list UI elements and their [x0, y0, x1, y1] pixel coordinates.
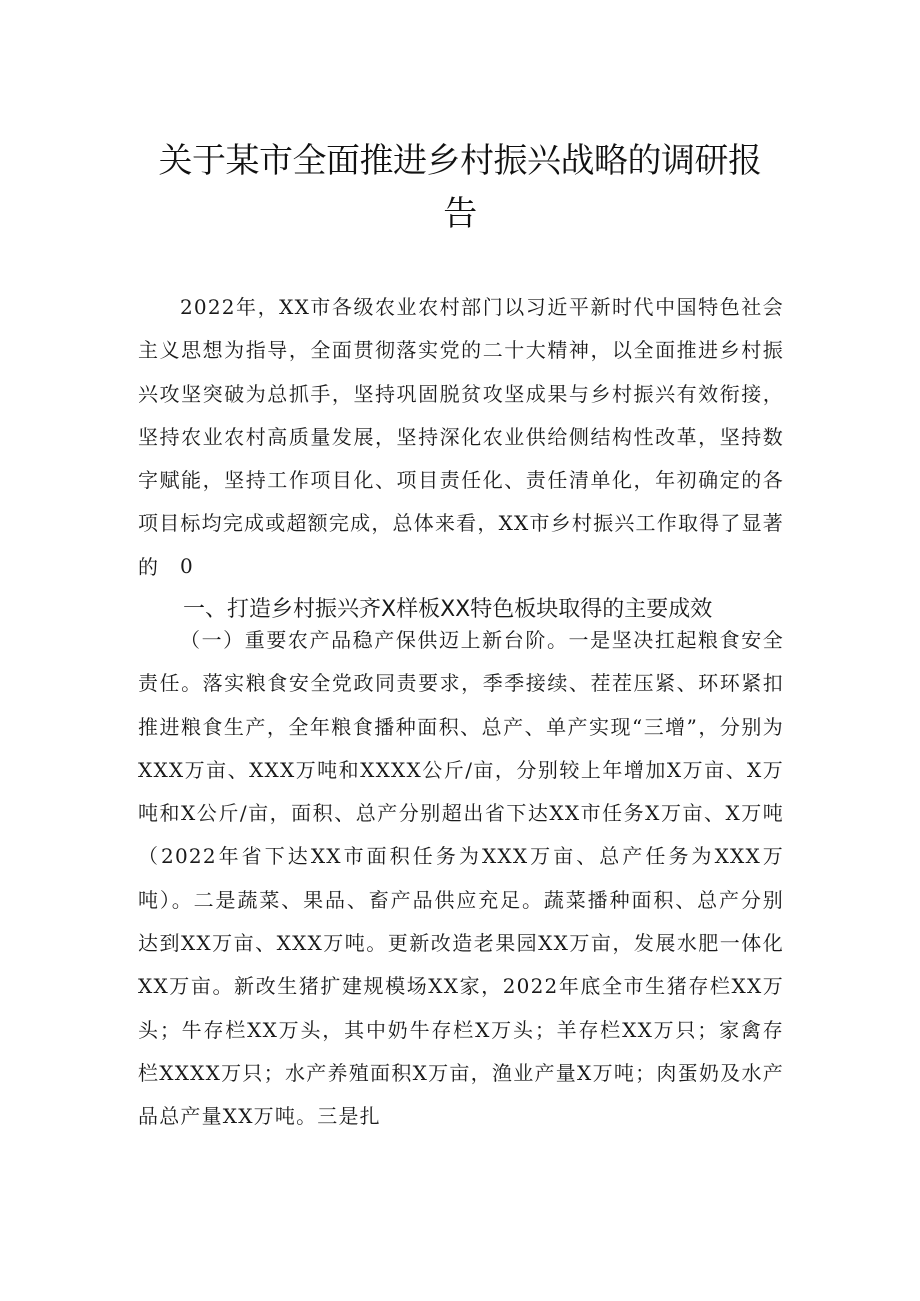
section-1-paragraph: （一）重要农产品稳产保供迈上新台阶。一是坚决扛起粮食安全责任。落实粮食安全党政同责要求，季季接续、茬茬压紧、环环紧扣推进粮食生产，全年粮食播种面积、总产、单产实现“三增”，分别为XXX万亩、XXX万吨和XXXX公斤/亩，分别较上年增加X万亩、X万吨和X公斤/亩，面积、总产分别超出省下达XX市任务X万亩、X万吨（2022年省下达XX市面积任务为XXX万亩、总产任务为XXX万吨）。二是蔬菜、果品、畜产品供应充足。蔬菜播种面积、总产分别达到XX万亩、XXX万吨。更新改造老果园XX万亩，发展水肥一体化XX万亩。新改生猪扩建规模场XX家，2022年底全市生猪存栏XX万头；牛存栏XX万头，其中奶牛存栏X万头；羊存栏XX万只；家禽存栏XXXX万只；水产养殖面积X万亩，渔业产量X万吨；肉蛋奶及水产品总产量XX万吨。三是扎: [138, 628, 784, 1129]
document-title-line-2: 告: [443, 194, 477, 234]
document-title-line-1: 关于某市全面推进乡村振兴战略的调研报: [158, 141, 762, 181]
intro-paragraph-end: 0: [180, 554, 194, 578]
section-heading-1: 一、打造乡村振兴齐X样板XX特色板块取得的主要成效: [183, 597, 713, 622]
intro-paragraph: 2022年，XX市各级农业农村部门以习近平新时代中国特色社会主义思想为指导，全面贯彻落实党的二十大精神，以全面推进乡村振兴攻坚突破为总抓手，坚持巩固脱贫攻坚成果与乡村振兴有效衔接，坚持农业农村高质量发展，坚持深化农业供给侧结构性改革，坚持数字赋能，坚持工作项目化、项目责任化、责任清单化，年初确定的各项目标均完成或超额完成，总体来看，XX市乡村振兴工作取得了显著的: [138, 295, 784, 579]
